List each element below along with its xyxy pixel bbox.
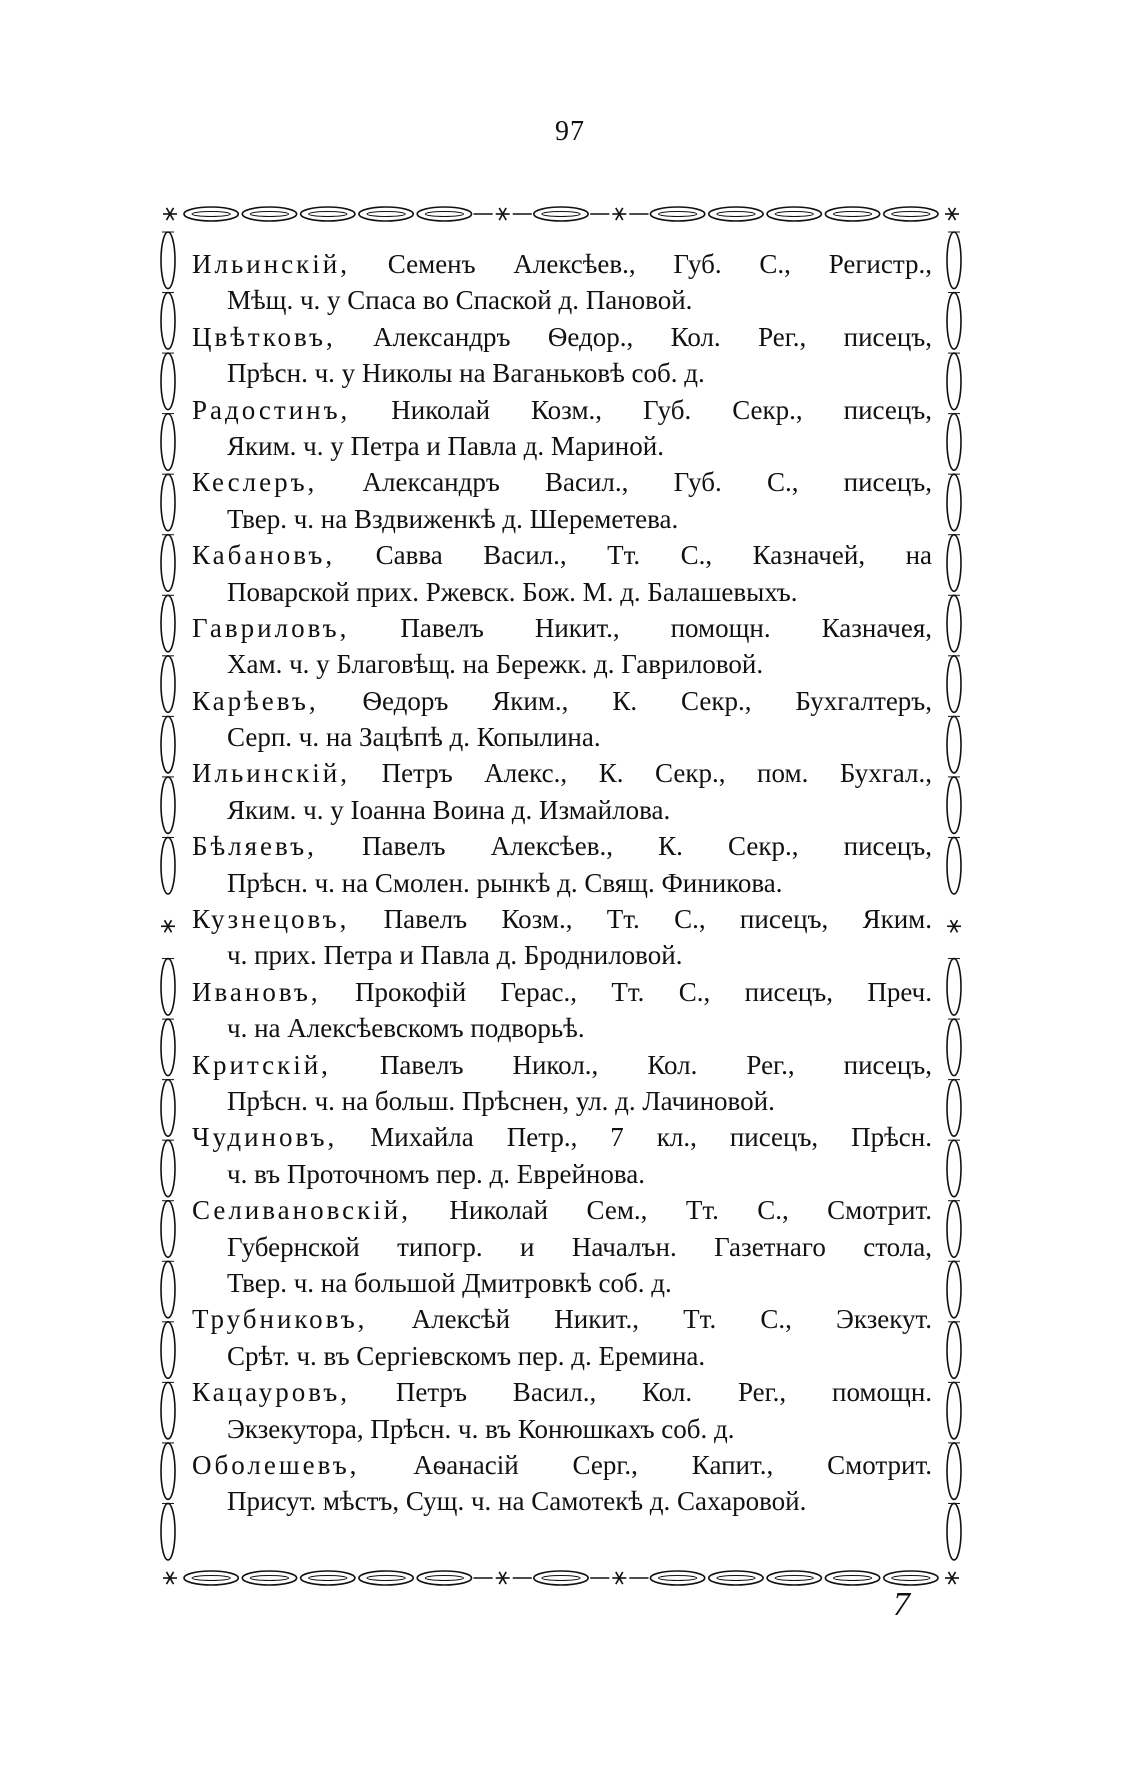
entry-surname: Ильинскій, [192,249,350,279]
entry-surname: Кузнецовъ, [192,904,350,935]
entry-text: Поварской прих. Ржевск. Бож. М. д. Балашевыхъ. [227,576,798,607]
entry-list [192,246,932,1520]
border-link [161,293,175,350]
entry-text: Александръ Ѳедор., Кол. Рег., писецъ, [373,321,932,352]
border-link [947,777,961,834]
border-link [161,1322,175,1379]
border-link [161,777,175,834]
border-link-inner [250,1576,288,1581]
entry-surname: Цвѣтковъ, [192,321,336,352]
entry-surname: Критскій, [192,1049,331,1080]
border-link [161,414,175,471]
directory-entry [192,537,932,610]
border-link [161,595,175,652]
border-link [947,232,961,289]
entry-first-line [192,974,932,1010]
entry-continuation-line [192,1338,932,1374]
entry-text: Присут. мѣстъ, Сущ. ч. на Самотекѣ д. Сахаровой. [227,1486,807,1517]
entry-continuation-line [192,719,932,755]
entry-text: Александръ Васил., Губ. С., писецъ, [362,467,932,498]
entry-first-line [192,901,932,937]
border-link-inner [833,212,871,217]
directory-entry [192,1301,932,1374]
entry-continuation-line [192,646,932,682]
border-link [947,595,961,652]
entry-text: ч. въ Проточномъ пер. д. Еврейнова. [227,1158,645,1189]
entry-first-line [192,1447,932,1483]
border-link [161,1503,175,1560]
border-link-inner [192,1576,230,1581]
border-link-inner [309,1576,347,1581]
entry-first-line [192,537,932,573]
border-link [161,535,175,592]
entry-text: Твер. ч. на большой Дмитровкѣ соб. д. [227,1267,672,1298]
entry-surname: Ильинскій, [192,758,350,789]
border-link [161,1080,175,1137]
entry-continuation-line [192,865,932,901]
directory-entry [192,1192,932,1301]
entry-continuation-line [192,501,932,537]
border-link [947,656,961,713]
entry-first-line [192,464,932,500]
border-link [947,293,961,350]
entry-first-line [192,828,932,864]
border-link-inner [658,212,696,217]
entry-surname: Бѣляевъ, [192,831,317,862]
directory-entry [192,755,932,828]
border-link [161,1019,175,1076]
directory-entry [192,683,932,756]
entry-text: Савва Васил., Тт. С., Казначей, на [375,540,932,571]
entry-surname: Кацауровъ, [192,1377,350,1408]
entry-surname: Гавриловъ, [192,612,350,643]
border-link [947,1019,961,1076]
entry-text: Алексѣй Никит., Тт. С., Экзекут. [411,1304,932,1335]
entry-first-line [192,683,932,719]
entry-first-line [192,392,932,428]
border-link [161,1382,175,1439]
entry-surname: Ивановъ, [192,976,321,1007]
entry-text: Павелъ Козм., Тт. С., писецъ, Яким. [383,904,932,935]
border-link [947,474,961,531]
entry-text: ч. на Алексѣевскомъ подворьѣ. [227,1013,585,1044]
entry-surname: Селивановскій, [192,1195,411,1226]
entry-first-line [192,1192,932,1228]
border-link [161,353,175,410]
entry-surname: Чудиновъ, [192,1122,338,1153]
entry-continuation-line [192,1010,932,1046]
border-link [947,1382,961,1439]
entry-text: Срѣт. ч. въ Сергіевскомъ пер. д. Еремина. [227,1340,706,1371]
border-link-inner [833,1576,871,1581]
border-link [161,1443,175,1500]
directory-entry [192,1374,932,1447]
entry-continuation-line [192,1229,932,1265]
border-link-inner [892,212,930,217]
entry-first-line [192,1301,932,1337]
border-link-inner [367,1576,405,1581]
entry-surname: Радостинъ, [192,394,351,425]
border-link-inner [425,1576,463,1581]
border-link-inner [542,1576,580,1581]
entry-surname: Карѣевъ, [192,685,319,716]
entry-continuation-line [192,1483,932,1519]
entry-text: Петръ Алекс., К. Секр., пом. Бухгал., [381,758,932,789]
entry-continuation-line [192,355,932,391]
entry-continuation-line [192,937,932,973]
directory-entry [192,1047,932,1120]
directory-entry [192,828,932,901]
directory-entry [192,901,932,974]
border-link [161,1201,175,1258]
entry-text: ч. прих. Петра и Павла д. Бродниловой. [227,940,683,971]
border-link-inner [892,1576,930,1581]
entry-text: Прѣсн. ч. на Смолен. рынкѣ д. Свящ. Финикова. [227,867,783,898]
directory-entry [192,392,932,465]
directory-entry [192,246,932,319]
border-link [161,1261,175,1318]
entry-text: Семенъ Алексѣев., Губ. С., Регистр., [387,249,932,279]
entry-text: Павелъ Никол., Кол. Рег., писецъ, [379,1049,932,1080]
entry-continuation-line [192,1411,932,1447]
entry-continuation-line [192,428,932,464]
entry-first-line [192,246,932,282]
entry-text: Мѣщ. ч. у Спаса во Спаской д. Пановой. [227,285,693,316]
entry-first-line [192,1374,932,1410]
border-link [947,1140,961,1197]
entry-surname: Трубниковъ, [192,1304,368,1335]
border-link-inner [250,212,288,217]
entry-continuation-line [192,1083,932,1119]
border-link-inner [717,1576,755,1581]
entry-text: Яким. ч. у Іоанна Воина д. Измайлова. [227,794,671,825]
border-link [947,1443,961,1500]
border-link [947,1201,961,1258]
border-link [161,656,175,713]
border-link-inner [775,212,813,217]
border-link [947,1080,961,1137]
entry-first-line [192,319,932,355]
border-link-inner [775,1576,813,1581]
entry-text: Яким. ч. у Петра и Павла д. Мариной. [227,430,664,461]
directory-entry [192,974,932,1047]
border-link-inner [542,212,580,217]
directory-entry [192,1119,932,1192]
entry-text: Павелъ Алексѣев., К. Секр., писецъ, [362,831,932,862]
border-link [947,414,961,471]
entry-first-line [192,1047,932,1083]
entry-continuation-line [192,574,932,610]
directory-entry [192,464,932,537]
border-link [947,535,961,592]
entry-text: Петръ Васил., Кол. Рег., помощн. [395,1377,932,1408]
entry-first-line [192,1119,932,1155]
entry-surname: Оболешевъ, [192,1449,360,1480]
border-link-inner [192,212,230,217]
border-link [161,837,175,894]
signature-mark: 7 [893,1586,910,1623]
border-link-inner [309,212,347,217]
entry-surname: Кабановъ, [192,540,336,571]
entry-continuation-line [192,792,932,828]
entry-surname: Кеслеръ, [192,467,318,498]
border-link-inner [717,212,755,217]
entry-first-line [192,755,932,791]
entry-continuation-line [192,282,932,318]
directory-entry [192,1447,932,1520]
directory-entry [192,610,932,683]
entry-text: Павелъ Никит., помощн. Казначея, [400,612,932,643]
border-link [947,716,961,773]
border-link-inner [658,1576,696,1581]
directory-entry [192,319,932,392]
border-link-inner [367,212,405,217]
entry-text: Николай Сем., Тт. С., Смотрит. [449,1195,932,1226]
border-link [947,1503,961,1560]
border-link [161,959,175,1016]
border-link-inner [425,212,463,217]
entry-first-line [192,610,932,646]
entry-text: Аѳанасій Серг., Капит., Смотрит. [413,1449,932,1480]
entry-text: Серп. ч. на Зацѣпѣ д. Копылина. [227,722,601,753]
entry-text: Михайла Петр., 7 кл., писецъ, Прѣсн. [370,1122,932,1153]
entry-text: Прѣсн. ч. у Николы на Ваганьковѣ соб. д. [227,358,705,389]
entry-continuation-line [192,1265,932,1301]
border-link [947,959,961,1016]
entry-continuation-line [192,1156,932,1192]
border-link [947,1261,961,1318]
entry-text: Твер. ч. на Вздвиженкѣ д. Шереметева. [227,503,679,534]
entry-text: Хам. ч. у Благовѣщ. на Бережк. д. Гавриловой. [227,649,764,680]
entry-text: Ѳедоръ Яким., К. Секр., Бухгалтеръ, [362,685,932,716]
border-link [161,232,175,289]
border-link [161,474,175,531]
entry-text: Прѣсн. ч. на больш. Прѣснен, ул. д. Лачиновой. [227,1085,775,1116]
border-link [947,1322,961,1379]
entry-text: Николай Козм., Губ. Секр., писецъ, [391,394,932,425]
border-link [947,837,961,894]
page-number: 97 [555,116,585,147]
border-link [947,353,961,410]
entry-text: Прокофій Герас., Тт. С., писецъ, Преч. [354,976,932,1007]
border-link [161,716,175,773]
entry-text: Губернской типогр. и Началън. Газетнаго стола, [227,1231,932,1262]
entry-text: Экзекутора, Прѣсн. ч. въ Конюшкахъ соб. д. [227,1413,735,1444]
border-link [161,1140,175,1197]
